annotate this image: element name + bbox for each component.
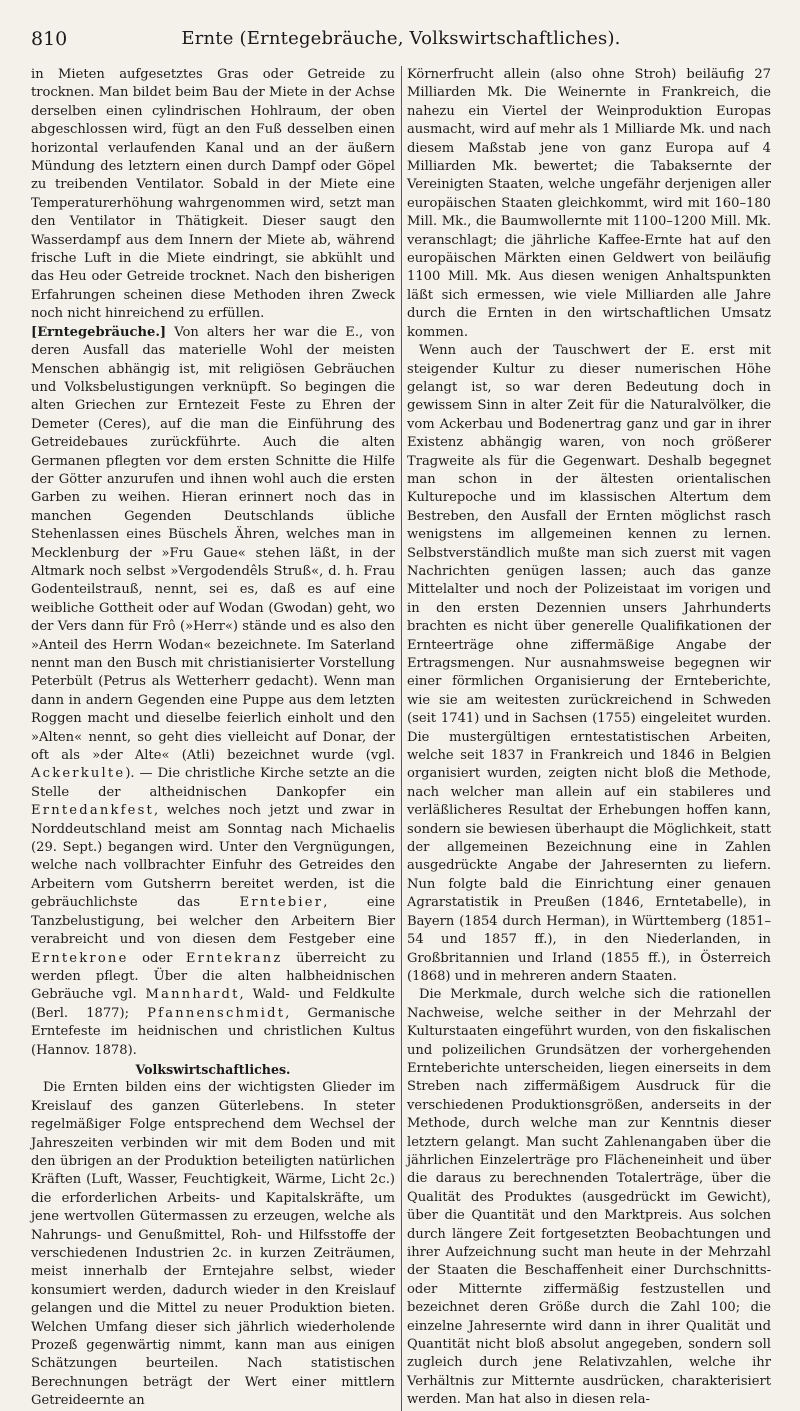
page-number: 810 xyxy=(31,28,68,50)
paragraph-erntegebraeuche xyxy=(31,324,395,1060)
author-pfannenschmidt: Pfannenschmidt xyxy=(147,1005,286,1021)
running-title: Ernte (Erntegebräuche, Volkswirtschaftliches). xyxy=(181,28,621,49)
text-run: , Germanische Erntefeste im heidnischen und christlichen Kultus (Hannov. 1878). xyxy=(31,1005,395,1058)
term-ackerkulte: Ackerkulte xyxy=(31,766,126,782)
section-heading-volkswirtschaftliches: Volkswirtschaftliches. xyxy=(135,1061,291,1077)
text-run: Von alters her war die E., von deren Ausfall das materielle Wohl der meisten Menschen abhängig ist, mit religiösen Gebräuchen und Volksbelustigungen verknüpft. So begingen die alten Griechen zur Erntezeit Feste zu Ehren der Demeter (Ceres), auf die man die Einführung des Getreidebaues zurückführte. Auch die alten Germanen pflegten vor dem ersten Schnitte die Hilfe der Götter anzurufen und ihnen wohl auch die ersten Garben zu weihen. Hieran erinnert noch das in manchen Gegenden Deutschlands übliche Stehenlassen eines Büschels Ähren, welches man in Mecklenburg der »Fru Gaue« stehen läßt, in der Altmark noch selbst »Vergodendêls Struß«, d. h. Frau Godenteilstrauß, nennt, sei es, daß es auf eine weibliche Gottheit oder auf Wodan (Gwodan) geht, wo der Vers dann für Frô (»Herr«) stände und es also den »Anteil des Herrn Wodan« bezeichnete. Im Saterland nennt man den Busch mit christianisierter Vorstellung Peterbült (Petrus als Wetterherr gedacht). Wenn man dann in andern Gegenden eine Puppe aus dem letzten Roggen macht und dieselbe feierlich einholt und den »Alten« nennt, so geht dies vielleicht auf Donar, der oft als »der Alte« (Atli) bezeichnet wurde (vgl. xyxy=(31,324,395,764)
author-mannhardt: Mannhardt xyxy=(145,987,240,1003)
text-run: , eine Tanzbelustigung, bei welcher den Arbeitern Bier verabreicht und von diesen dem Festgeber eine xyxy=(31,895,395,948)
text-run: , Wald- und Feldkulte (Berl. 1877); xyxy=(31,987,395,1021)
right-column xyxy=(407,66,771,1411)
text-run: , welches noch jetzt und zwar in Norddeutschland meist am Sonntag nach Michaelis (29. Sept.) begangen wird. Unter den Vergnügungen, welche nach vollbrachter Einfuhr des Getreides den Arbeitern vom Gutsherrn bereitet werden, ist die gebräuchlichste das xyxy=(31,803,395,911)
section-keyword: [Erntegebräuche.] xyxy=(31,324,167,340)
paragraph-miete: in Mieten aufgesetztes Gras oder Getreide zu trocknen. Man bildet beim Bau der Miete in der Achse derselben einen cylindrischen Hohlraum, der oben abgeschlossen wird, fügt an den Fuß desselben einen horizontal verlaufenden Kanal und an der äußern Mündung des letztern einen durch Dampf oder Göpel zu treibenden Ventilator. Sobald in der Miete eine Temperaturerhöhung wahrgenommen wird, setzt man den Ventilator in Thätigkeit. Dieser saugt den Wasserdampf aus dem Innern der Miete ab, während frische Luft in die Miete eindringt, sie abkühlt und das Heu oder Getreide trocknet. Nach den bisherigen Erfahrungen scheinen diese Methoden ihren Zweck noch nicht hinreichend zu erfüllen. xyxy=(31,67,395,322)
text-run: oder xyxy=(128,950,186,966)
left-column xyxy=(31,66,395,1411)
column-divider xyxy=(401,66,402,1411)
text-columns xyxy=(31,66,771,1411)
paragraph-werte: Körnerfrucht allein (also ohne Stroh) beiläufig 27 Milliarden Mk. Die Weinernte in Frankreich, die nahezu ein Viertel der Weinproduktion Europas ausmacht, wird auf mehr als 1 Milliarde Mk. und nach diesem Maßstab jene von ganz Europa auf 4 Milliarden Mk. bewertet; die Tabaksernte der Vereinigten Staaten, welche ungefähr derjenigen aller europäischen Staaten gleichkommt, wird mit 160–180 Mill. Mk., die Baumwollernte mit 1100–1200 Mill. Mk. veranschlagt; die jährliche Kaffee-Ernte hat auf den europäischen Märkten einen Geldwert von beiläufig 1100 Mill. Mk. Aus diesen wenigen Anhaltspunkten läßt sich ermessen, wie viele Milliarden alle Jahre durch die Ernten in den wirtschaftlichen Umsatz kommen. xyxy=(407,67,771,340)
term-erntekranz: Erntekranz xyxy=(185,950,283,966)
text-run: überreicht zu werden pflegt. Über die alten halbheidnischen Gebräuche vgl. xyxy=(31,950,395,1003)
paragraph-merkmale: Die Merkmale, durch welche sich die rationellen Nachweise, welche seither in der Mehrzahl der Kulturstaaten eingeführt wurden, von den fiskalischen und polizeilichen Grundsätzen der vorhergehenden Ernteberichte unterscheiden, liegen einerseits in dem Streben nach ziffermäßigem Ausdruck für die verschiedenen Produktionsgrößen, anderseits in der Methode, durch welche man zur Kenntnis dieser letztern gelangt. Man sucht Zahlenangaben über die jährlichen Einzelerträge pro Flächeneinheit und über die daraus zu berechnenden Totalerträge, über die Qualität des Produktes (ausgedrückt im Gewicht), über die Quantität und den Marktpreis. Aus solchen durch längere Zeit fortgesetzten Beobachtungen und ihrer Aufzeichnung sucht man heute in der Mehrzahl der Staaten die Beschaffenheit einer Durchschnitts- oder Mitternte ziffermäßig festzustellen und bezeichnet deren Größe durch die Zahl 100; die einzelne Jahresernte wird dann in ihrer Qualität und Quantität nicht bloß absolut angegeben, sondern soll zugleich durch jene Relativzahlen, welche ihr Verhältnis zur Mitternte ausdrücken, charakterisiert werden. Man hat also in diesen rela- xyxy=(407,987,771,1408)
paragraph-ernten: Die Ernten bilden eins der wichtigsten Glieder im Kreislauf des ganzen Güterlebens. In steter regelmäßiger Folge entsprechend dem Wechsel der Jahreszeiten verbinden wir mit dem Boden und mit den übrigen an der Produktion beteiligten natürlichen Kräften (Luft, Wasser, Feuchtigkeit, Wärme, Licht 2c.) die erforderlichen Arbeits- und Kapitalskräfte, um jene wertvollen Gütermassen zu erzeugen, welche als Nahrungs- und Genußmittel, Roh- und Hilfsstoffe der verschiedenen Industrien 2c. in kurzen Zeiträumen, meist innerhalb der Erntejahre selbst, wieder konsumiert werden, dadurch wieder in den Kreislauf gelangen und die Mittel zu neuer Produktion bieten. Welchen Umfang dieser sich jährlich wiederholende Prozeß gegenwärtig nimmt, kann man aus einigen Schätzungen beurteilen. Nach statistischen Berechnungen beträgt der Wert einer mittlern Getreideernte an xyxy=(31,1080,395,1409)
text-run: ). — Die christliche Kirche setzte an die Stelle der altheidnischen Dankopfer ein xyxy=(31,766,395,800)
term-erntekrone: Erntekrone xyxy=(31,950,129,966)
term-erntedankfest: Erntedankfest xyxy=(31,803,154,819)
page-header xyxy=(31,26,771,66)
paragraph-tauschwert: Wenn auch der Tauschwert der E. erst mit steigender Kultur zu dieser numerischen Höhe gelangt ist, so war deren Bedeutung doch in gewissem Sinn in alter Zeit für die Naturalvölker, die vom Ackerbau und Bodenertrag ganz und gar in ihrer Existenz abhängig waren, von noch größerer Tragweite als für die Gegenwart. Deshalb begegnet man schon in der ältesten orientalischen Kulturepoche und im klassischen Altertum dem Bestreben, den Ausfall der Ernten möglichst rasch wenigstens im allgemeinen kennen zu lernen. Selbstverständlich mußte man sich zuerst mit vagen Nachrichten genügen lassen; auch das ganze Mittelalter und noch der Polizeistaat im vorigen und in den ersten Dezennien unsers Jahrhunderts brachten es nicht über generelle Qualifikationen der Ernteerträge ohne ziffermäßige Angabe der Ertragsmengen. Nur ausnahmsweise begegnen wir einer förmlichen Organisierung der Ernteberichte, wie sie am weitesten zurückreichend in Schweden (seit 1741) und in Sachsen (1755) eingeleitet wurden. Die mustergültigen erntestatistischen Arbeiten, welche seit 1837 in Frankreich und 1846 in Belgien organisiert wurden, zeigten nicht bloß die Methode, nach welcher man allein auf ein stabileres und verläßlicheres Resultat der Erhebungen hoffen kann, sondern sie bewiesen überhaupt die Möglichkeit, statt der allgemeinen Bezeichnung eine in Zahlen ausgedrückte Angabe der Jahresernten zu liefern. Nun folgte bald die Einrichtung einer genauen Agrarstatistik in Preußen (1846, Erntetabelle), in Bayern (1854 durch Herman), in Württemberg (1851–54 und 1857 ff.), in den Niederlanden, in Großbritannien und Irland (1855 ff.), in Österreich (1868) und in mehreren andern Staaten. xyxy=(407,343,771,984)
term-erntebier: Erntebier xyxy=(239,895,324,911)
